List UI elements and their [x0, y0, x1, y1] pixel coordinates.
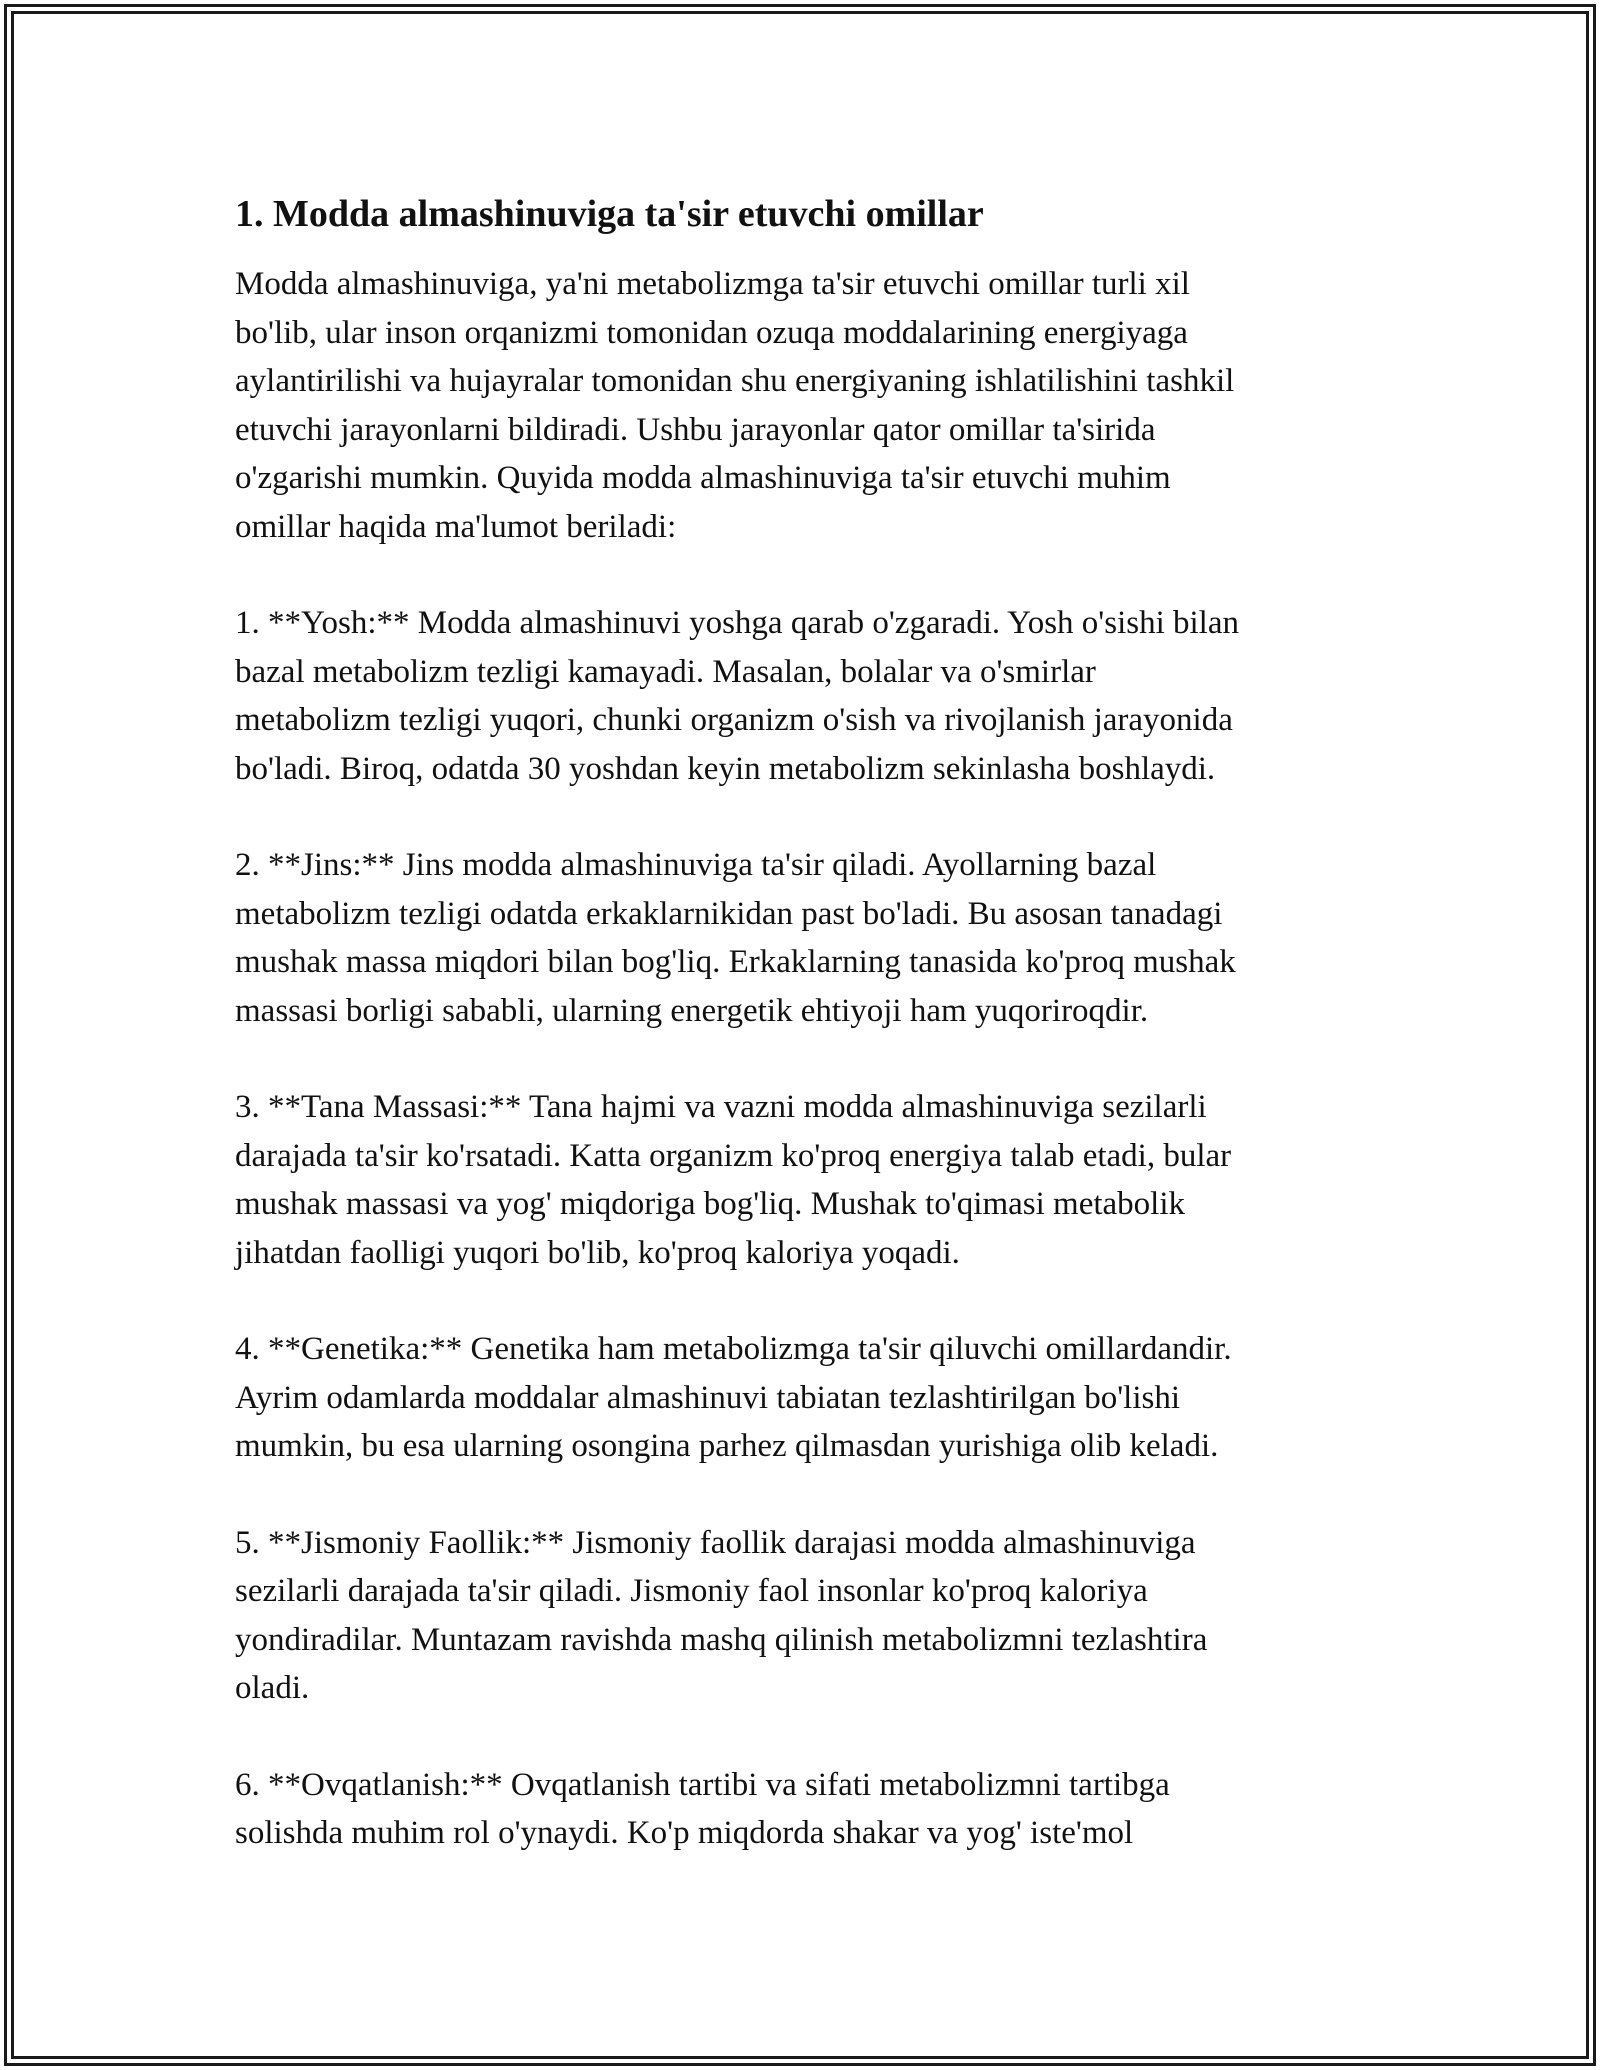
paragraph-body-mass: 3. **Tana Massasi:** Tana hajmi va vazni modda almashinuviga sezilarli darajada ta'sir ko'rsatadi. Katta organizm ko'proq energiya talab etadi, bular mushak massasi va yog' miqdoriga bog'liq. Mushak to'qimasi metabolik jihatdan faolligi yuqori bo'lib, ko'proq kaloriya yoqadi.: [235, 1089, 1232, 1271]
paragraph-genetics: 4. **Genetika:** Genetika ham metabolizmga ta'sir qiluvchi omillardandir. Ayrim odamlarda moddalar almashinuvi tabiatan tezlashtirilgan bo'lishi mumkin, bu esa ularning osongina parhez qilmasdan yurishiga olib keladi.: [235, 1331, 1232, 1464]
paragraph-physical-activity: 5. **Jismoniy Faollik:** Jismoniy faollik darajasi modda almashinuviga sezilarli darajada ta'sir qiladi. Jismoniy faol insonlar ko'proq kaloriya yondiradilar. Muntazam ravishda mashq qilinish metabolizmni tezlashtira oladi.: [235, 1524, 1208, 1706]
paragraph-nutrition: 6. **Ovqatlanish:** Ovqatlanish tartibi va sifati metabolizmni tartibga solishda muhim rol o'ynaydi. Ko'p miqdorda shakar va yog' iste'mol: [235, 1766, 1170, 1851]
document-body: [235, 186, 1385, 1906]
paragraph-gender: 2. **Jins:** Jins modda almashinuviga ta'sir qiladi. Ayollarning bazal metabolizm tezligi odatda erkaklarnikidan past bo'ladi. Bu asosan tanadagi mushak massa miqdori bilan bog'liq. Erkaklarning tanasida ko'proq mushak massasi borligi sababli, ularning energetik ehtiyoji ham yuqoriroqdir.: [235, 847, 1236, 1029]
paragraph-age: 1. **Yosh:** Modda almashinuvi yoshga qarab o'zgaradi. Yosh o'sishi bilan bazal metabolizm tezligi kamayadi. Masalan, bolalar va o'smirlar metabolizm tezligi yuqori, chunki organizm o'sish va rivojlanish jarayonida bo'ladi. Biroq, odatda 30 yoshdan keyin metabolizm sekinlasha boshlaydi.: [235, 605, 1240, 787]
document-title: 1. Modda almashinuviga ta'sir etuvchi omillar: [235, 193, 984, 235]
paragraph-intro: Modda almashinuviga, ya'ni metabolizmga ta'sir etuvchi omillar turli xil bo'lib, ular inson orqanizmi tomonidan ozuqa moddalarining energiyaga aylantirilishi va hujayralar tomonidan shu energiyaning ishlatilishini tashkil etuvchi jarayonlarni bildiradi. Ushbu jarayonlar qator omillar ta'sirida o'zgarishi mumkin. Quyida modda almashinuviga ta'sir etuvchi muhim omillar haqida ma'lumot beriladi:: [235, 266, 1235, 545]
